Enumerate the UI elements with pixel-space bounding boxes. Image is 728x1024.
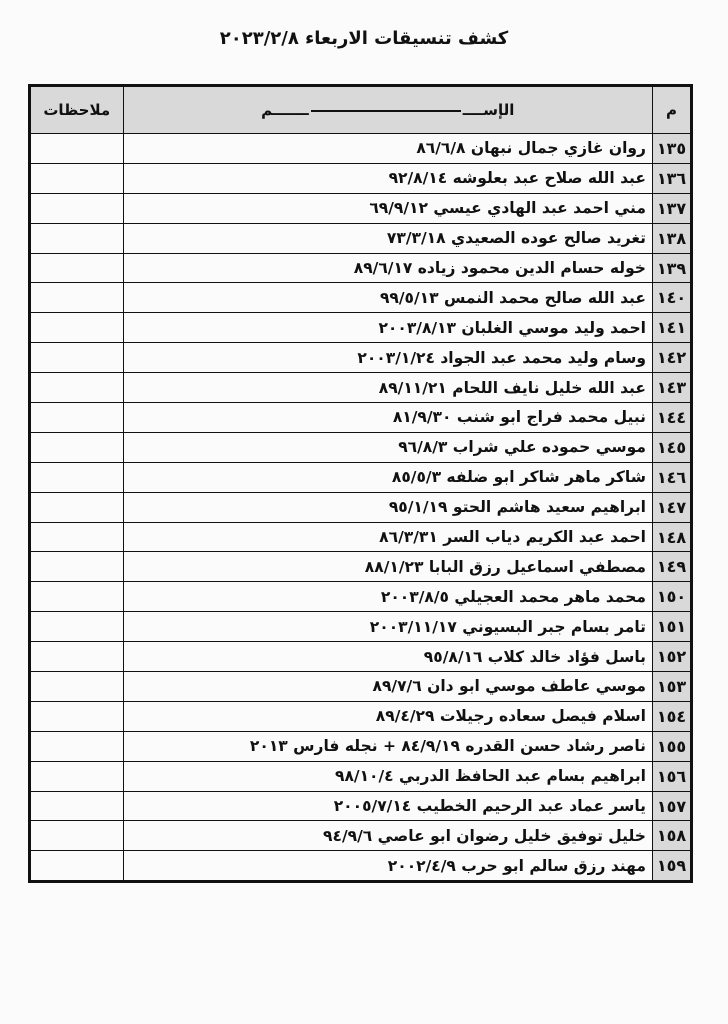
row-number: ١٣٧ <box>652 193 690 223</box>
row-name: تغريد صالح عوده الصعيدي ٧٣/٣/١٨ <box>123 223 652 253</box>
table-row <box>31 313 691 343</box>
row-name: مصطفي اسماعيل رزق البابا ٨٨/١/٢٣ <box>123 552 652 582</box>
row-number: ١٥٠ <box>652 582 690 612</box>
row-notes <box>31 492 124 522</box>
row-notes <box>31 193 124 223</box>
row-number: ١٥٢ <box>652 642 690 672</box>
row-notes <box>31 761 124 791</box>
row-notes <box>31 851 124 881</box>
row-notes <box>31 552 124 582</box>
row-number: ١٥٣ <box>652 672 690 702</box>
row-notes <box>31 373 124 403</box>
schedule-table-container <box>28 84 693 883</box>
row-number: ١٤٦ <box>652 462 690 492</box>
row-number: ١٤٩ <box>652 552 690 582</box>
table-row <box>31 851 691 881</box>
header-notes: ملاحظات <box>31 87 124 134</box>
row-number: ١٤٨ <box>652 522 690 552</box>
row-name: موسي عاطف موسي ابو دان ٨٩/٧/٦ <box>123 672 652 702</box>
row-notes <box>31 701 124 731</box>
row-notes <box>31 163 124 193</box>
table-row <box>31 701 691 731</box>
row-notes <box>31 821 124 851</box>
table-row <box>31 492 691 522</box>
row-notes <box>31 403 124 433</box>
table-row <box>31 642 691 672</box>
table-row <box>31 522 691 552</box>
row-notes <box>31 522 124 552</box>
row-notes <box>31 283 124 313</box>
header-number: م <box>652 87 690 134</box>
row-number: ١٣٥ <box>652 134 690 164</box>
row-number: ١٤٣ <box>652 373 690 403</box>
row-name: ياسر عماد عبد الرحيم الخطيب ٢٠٠٥/٧/١٤ <box>123 791 652 821</box>
row-notes <box>31 343 124 373</box>
row-number: ١٤١ <box>652 313 690 343</box>
row-notes <box>31 432 124 462</box>
row-number: ١٤٠ <box>652 283 690 313</box>
header-name <box>123 87 652 134</box>
row-name: خليل توفيق خليل رضوان ابو عاصي ٩٤/٩/٦ <box>123 821 652 851</box>
row-name: احمد وليد موسي الغلبان ٢٠٠٣/٨/١٣ <box>123 313 652 343</box>
row-name: مهند رزق سالم ابو حرب ٢٠٠٢/٤/٩ <box>123 851 652 881</box>
table-row <box>31 582 691 612</box>
table-row <box>31 731 691 761</box>
table-row <box>31 432 691 462</box>
row-notes <box>31 731 124 761</box>
row-notes <box>31 462 124 492</box>
row-name: عبد الله صالح محمد النمس ٩٩/٥/١٣ <box>123 283 652 313</box>
table-row <box>31 403 691 433</box>
row-number: ١٣٩ <box>652 253 690 283</box>
row-name: نبيل محمد فراج ابو شنب ٨١/٩/٣٠ <box>123 403 652 433</box>
row-notes <box>31 313 124 343</box>
row-number: ١٥٧ <box>652 791 690 821</box>
row-name: اسلام فيصل سعاده رجيلات ٨٩/٤/٢٩ <box>123 701 652 731</box>
row-name: ابراهيم بسام عبد الحافظ الدربي ٩٨/١٠/٤ <box>123 761 652 791</box>
header-name-start: الإســــ <box>462 101 515 119</box>
row-name: تامر بسام جبر البسيوني ٢٠٠٣/١١/١٧ <box>123 612 652 642</box>
row-number: ١٤٤ <box>652 403 690 433</box>
row-number: ١٣٨ <box>652 223 690 253</box>
table-row <box>31 283 691 313</box>
table-row <box>31 672 691 702</box>
row-name: محمد ماهر محمد العجيلي ٢٠٠٣/٨/٥ <box>123 582 652 612</box>
table-row <box>31 134 691 164</box>
table-row <box>31 343 691 373</box>
header-name-end: ـــــــم <box>261 101 309 119</box>
table-row <box>31 193 691 223</box>
table-row <box>31 821 691 851</box>
row-name: موسي حموده علي شراب ٩٦/٨/٣ <box>123 432 652 462</box>
row-name: احمد عبد الكريم دياب السر ٨٦/٣/٣١ <box>123 522 652 552</box>
table-row <box>31 612 691 642</box>
row-name: باسل فؤاد خالد كلاب ٩٥/٨/١٦ <box>123 642 652 672</box>
row-number: ١٣٦ <box>652 163 690 193</box>
row-notes <box>31 612 124 642</box>
row-number: ١٥٨ <box>652 821 690 851</box>
table-row <box>31 761 691 791</box>
row-notes <box>31 672 124 702</box>
row-number: ١٤٥ <box>652 432 690 462</box>
table-row <box>31 791 691 821</box>
page-title: كشف تنسيقات الاربعاء ٢٠٢٣/٢/٨ <box>219 28 509 49</box>
row-name: وسام وليد محمد عبد الجواد ٢٠٠٣/١/٢٤ <box>123 343 652 373</box>
row-name: ناصر رشاد حسن القدره ٨٤/٩/١٩ + نجله فارس ٢٠١٣ <box>123 731 652 761</box>
row-name: خوله حسام الدين محمود زياده ٨٩/٦/١٧ <box>123 253 652 283</box>
table-row <box>31 552 691 582</box>
row-notes <box>31 134 124 164</box>
row-number: ١٥٥ <box>652 731 690 761</box>
row-notes <box>31 791 124 821</box>
table-row <box>31 163 691 193</box>
row-number: ١٤٢ <box>652 343 690 373</box>
row-number: ١٤٧ <box>652 492 690 522</box>
schedule-table <box>30 86 691 881</box>
row-notes <box>31 223 124 253</box>
row-notes <box>31 642 124 672</box>
row-name: عبد الله خليل نايف اللحام ٨٩/١١/٢١ <box>123 373 652 403</box>
row-number: ١٥٤ <box>652 701 690 731</box>
table-body <box>31 134 691 881</box>
row-name: مني احمد عبد الهادي عيسي ٦٩/٩/١٢ <box>123 193 652 223</box>
row-number: ١٥١ <box>652 612 690 642</box>
row-notes <box>31 253 124 283</box>
row-number: ١٥٩ <box>652 851 690 881</box>
row-name: عبد الله صلاح عبد بعلوشه ٩٢/٨/١٤ <box>123 163 652 193</box>
row-name: ابراهيم سعيد هاشم الحتو ٩٥/١/١٩ <box>123 492 652 522</box>
table-row <box>31 253 691 283</box>
table-row <box>31 223 691 253</box>
row-name: روان غازي جمال نبهان ٨٦/٦/٨ <box>123 134 652 164</box>
row-name: شاكر ماهر شاكر ابو ضلفه ٨٥/٥/٣ <box>123 462 652 492</box>
row-number: ١٥٦ <box>652 761 690 791</box>
table-row <box>31 373 691 403</box>
row-notes <box>31 582 124 612</box>
table-header-row <box>31 87 691 134</box>
table-row <box>31 462 691 492</box>
header-name-tatweel-line <box>311 110 461 112</box>
